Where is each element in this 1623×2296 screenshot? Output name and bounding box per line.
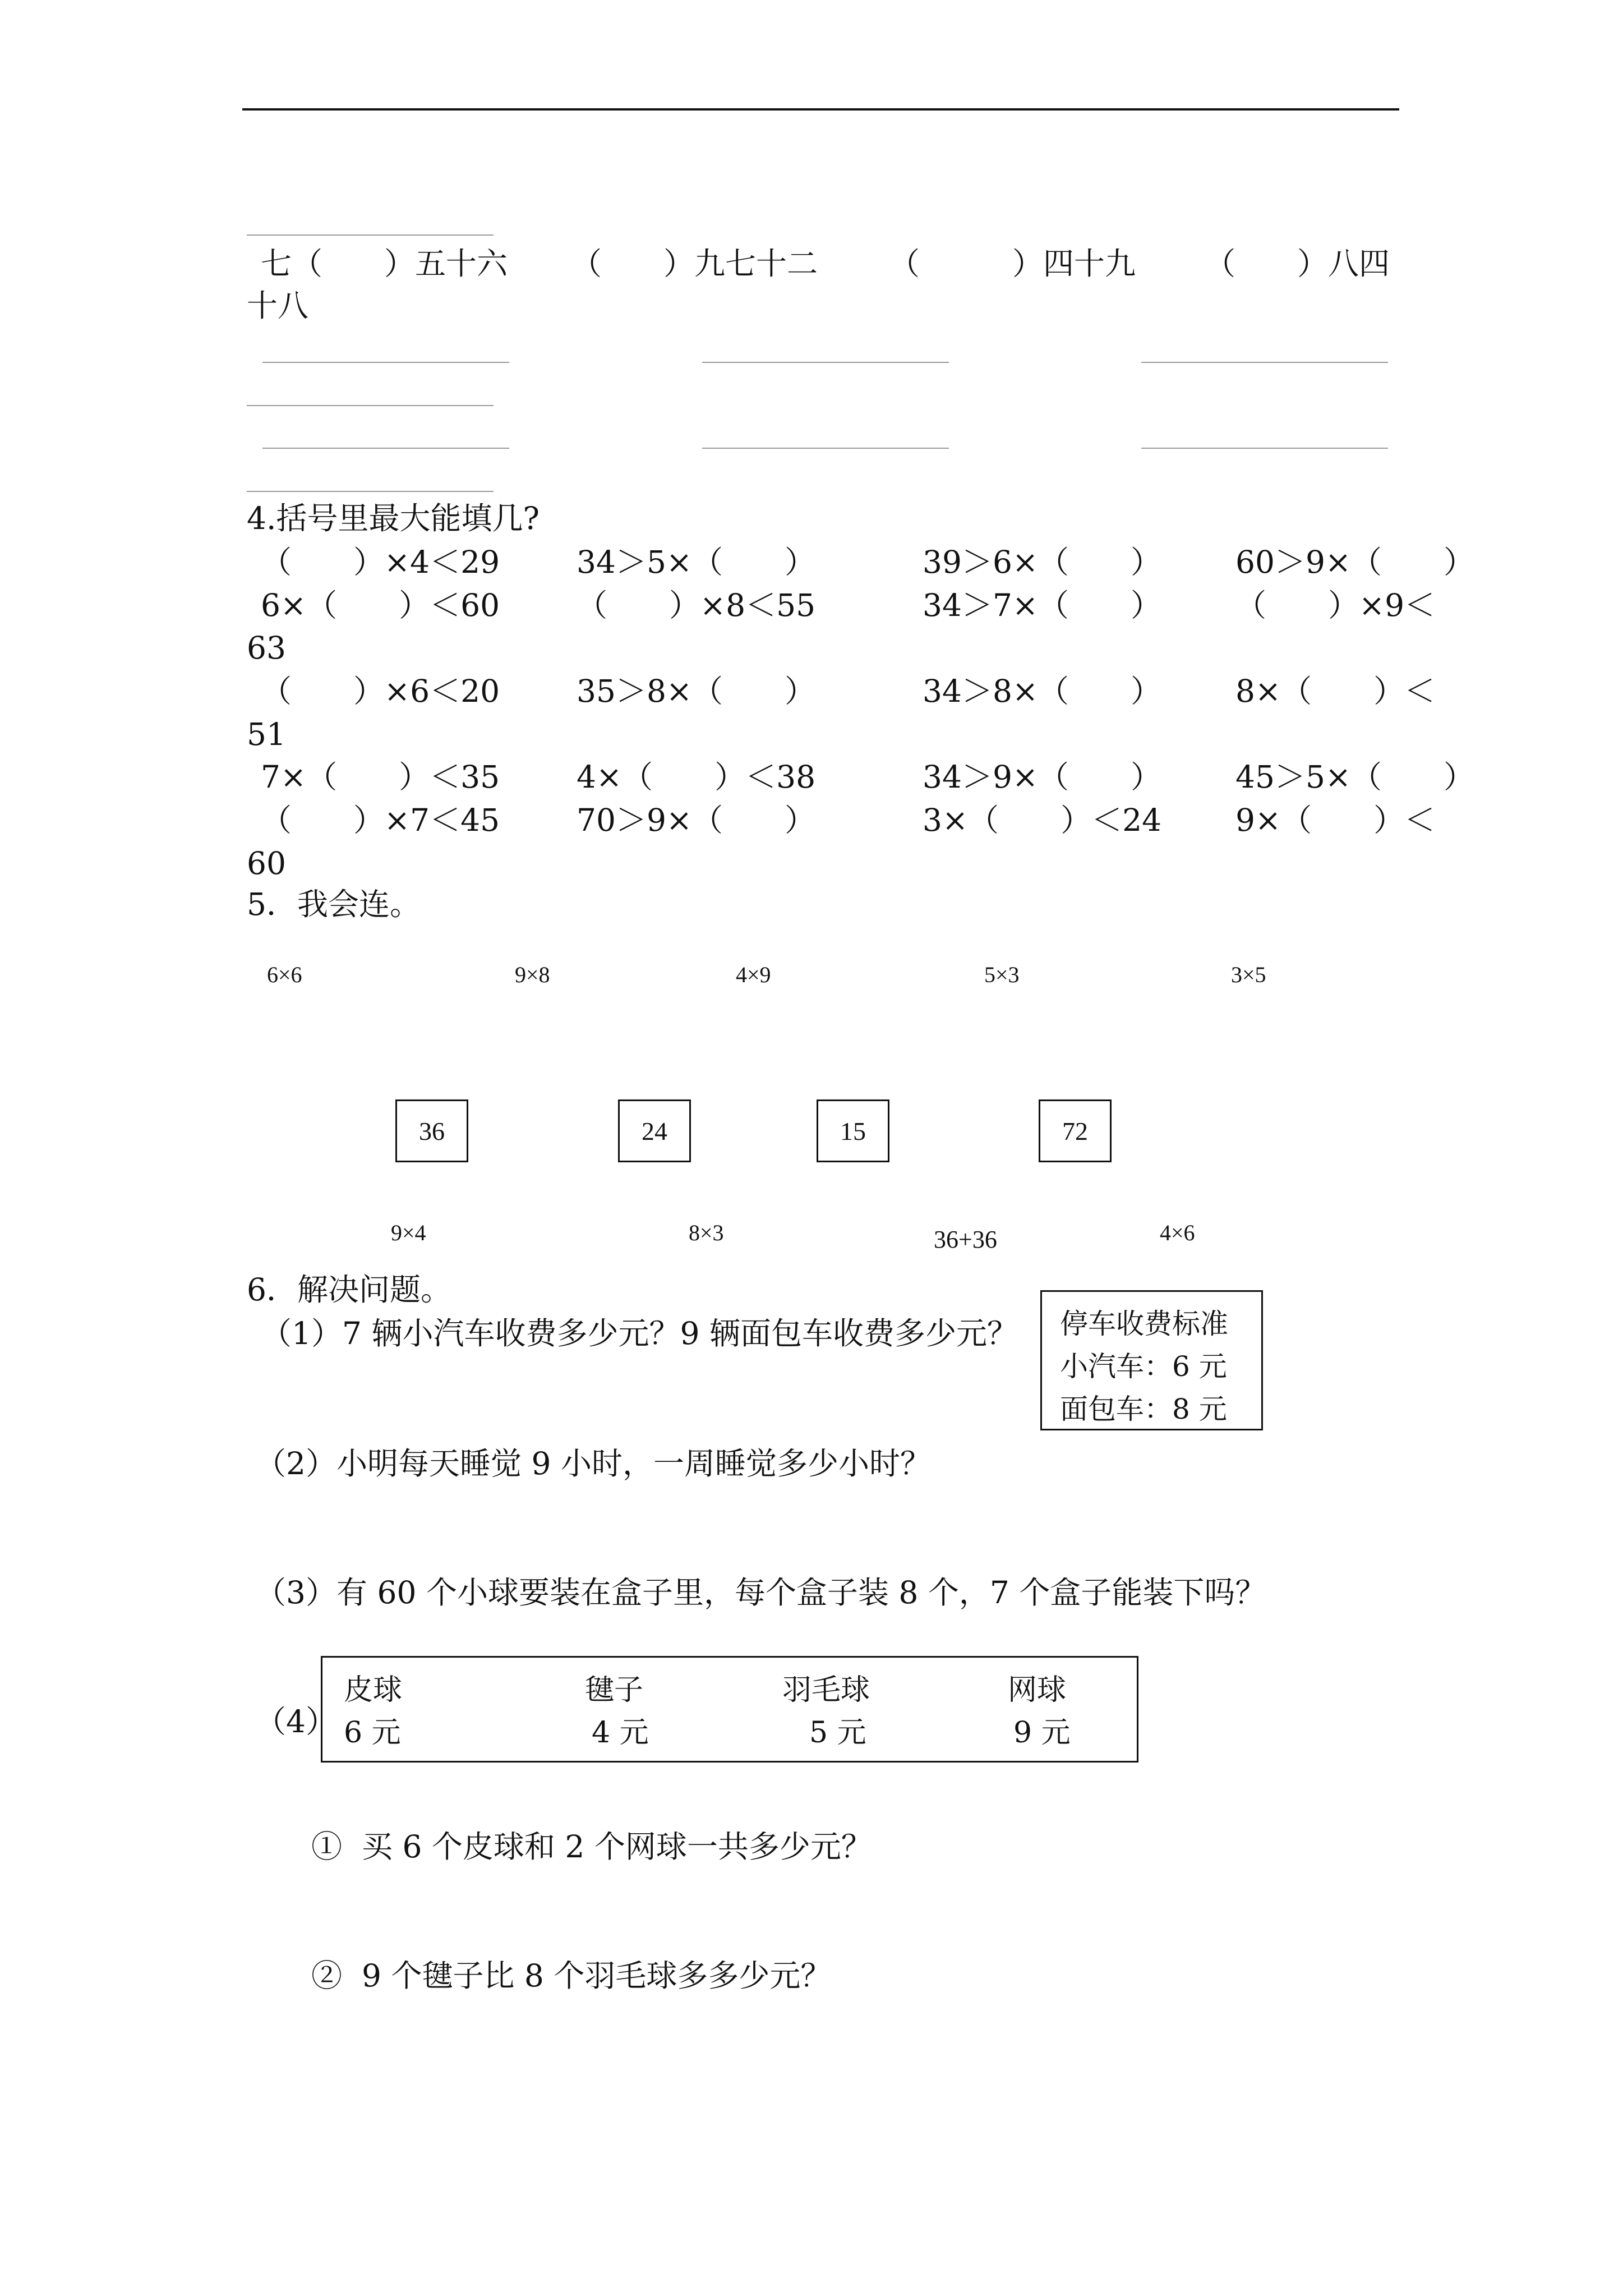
section-5-title: 5．我会连。: [247, 886, 421, 922]
inequality: （ ）×7＜45: [261, 802, 500, 838]
inequality: （ ）×4＜29: [261, 544, 500, 580]
item-price: 4 元: [592, 1716, 649, 1750]
fill-item: （ ）四十九: [889, 246, 1136, 282]
header-rule: [242, 108, 1399, 111]
inequality: （ ）×6＜20: [261, 673, 500, 709]
item-price: 6 元: [344, 1716, 401, 1750]
answer-line: [262, 448, 509, 449]
answer-line: [262, 362, 509, 363]
fill-item: 七（ ）五十六: [261, 246, 508, 282]
fill-item-wrap: 十八: [247, 288, 309, 324]
inequality: 34＞7×（ ）: [923, 587, 1162, 623]
inequality: 3×（ ）＜24: [923, 802, 1162, 838]
inequality: 60＞9×（ ）: [1235, 544, 1475, 580]
inequality-wrap: 60: [247, 845, 286, 881]
parking-car: 小汽车：6 元: [1060, 1350, 1227, 1383]
inequality: 8×（ ）＜: [1235, 673, 1436, 709]
inequality: 70＞9×（ ）: [577, 802, 816, 838]
inequality: 9×（ ）＜: [1235, 802, 1436, 838]
item-price: 9 元: [1013, 1716, 1071, 1750]
fill-item: （ ）九七十二: [571, 246, 818, 282]
price-table: [321, 1656, 1138, 1763]
answer-line: [247, 405, 494, 406]
sub-question: ① 买 6 个皮球和 2 个网球一共多少元？: [311, 1829, 872, 1865]
inequality: 7×（ ）＜35: [261, 759, 500, 795]
answer-box: 36: [395, 1099, 468, 1162]
parking-fee-box: [1040, 1290, 1263, 1430]
expression: 8×3: [689, 1220, 724, 1245]
sub-question: ② 9 个毽子比 8 个羽毛球多多少元？: [311, 1958, 832, 1994]
expression: 9×8: [515, 962, 550, 987]
expression: 6×6: [267, 962, 302, 987]
item-name: 网球: [1008, 1673, 1067, 1707]
item-name: 皮球: [344, 1673, 403, 1707]
inequality: 39＞6×（ ）: [923, 544, 1162, 580]
expression: 36+36: [934, 1226, 997, 1253]
item-name: 羽毛球: [782, 1673, 870, 1707]
inequality: 34＞5×（ ）: [577, 544, 816, 580]
question-label: （4）: [255, 1704, 336, 1740]
inequality: 6×（ ）＜60: [261, 587, 500, 623]
inequality: 45＞5×（ ）: [1235, 759, 1475, 795]
item-name: 毽子: [585, 1673, 644, 1707]
inequality: 4×（ ）＜38: [577, 759, 816, 795]
expression: 5×3: [984, 962, 1020, 987]
expression: 3×5: [1231, 962, 1266, 987]
answer-line: [1141, 448, 1388, 449]
inequality: 35＞8×（ ）: [577, 673, 816, 709]
expression: 4×9: [736, 962, 771, 987]
question: （2）小明每天睡觉 9 小时，一周睡觉多少小时？: [255, 1446, 931, 1481]
parking-title: 停车收费标准: [1060, 1308, 1228, 1340]
fill-item: （ ）八四: [1205, 246, 1390, 282]
answer-box: 72: [1039, 1099, 1112, 1162]
section-4-title: 4.括号里最大能填几?: [247, 500, 540, 536]
inequality: （ ）×9＜: [1235, 587, 1436, 623]
inequality-wrap: 51: [247, 716, 286, 752]
answer-line: [702, 362, 949, 363]
section-6-title: 6．解决问题。: [247, 1272, 451, 1308]
inequality-wrap: 63: [247, 630, 286, 666]
inequality: 34＞8×（ ）: [923, 673, 1162, 709]
inequality: （ ）×8＜55: [577, 587, 816, 623]
answer-line: [247, 491, 494, 492]
answer-line: [247, 234, 494, 236]
item-price: 5 元: [809, 1716, 866, 1750]
answer-line: [702, 448, 949, 449]
expression: 4×6: [1160, 1220, 1195, 1245]
parking-van: 面包车：8 元: [1060, 1393, 1227, 1425]
answer-line: [1141, 362, 1388, 363]
question: （1）7 辆小汽车收费多少元？9 辆面包车收费多少元？: [261, 1315, 1018, 1351]
answer-box: 15: [817, 1099, 889, 1162]
expression: 9×4: [391, 1220, 426, 1245]
question: （3）有 60 个小球要装在盒子里，每个盒子装 8 个，7 个盒子能装下吗？: [255, 1575, 1266, 1611]
inequality: 34＞9×（ ）: [923, 759, 1162, 795]
answer-box: 24: [618, 1099, 691, 1162]
